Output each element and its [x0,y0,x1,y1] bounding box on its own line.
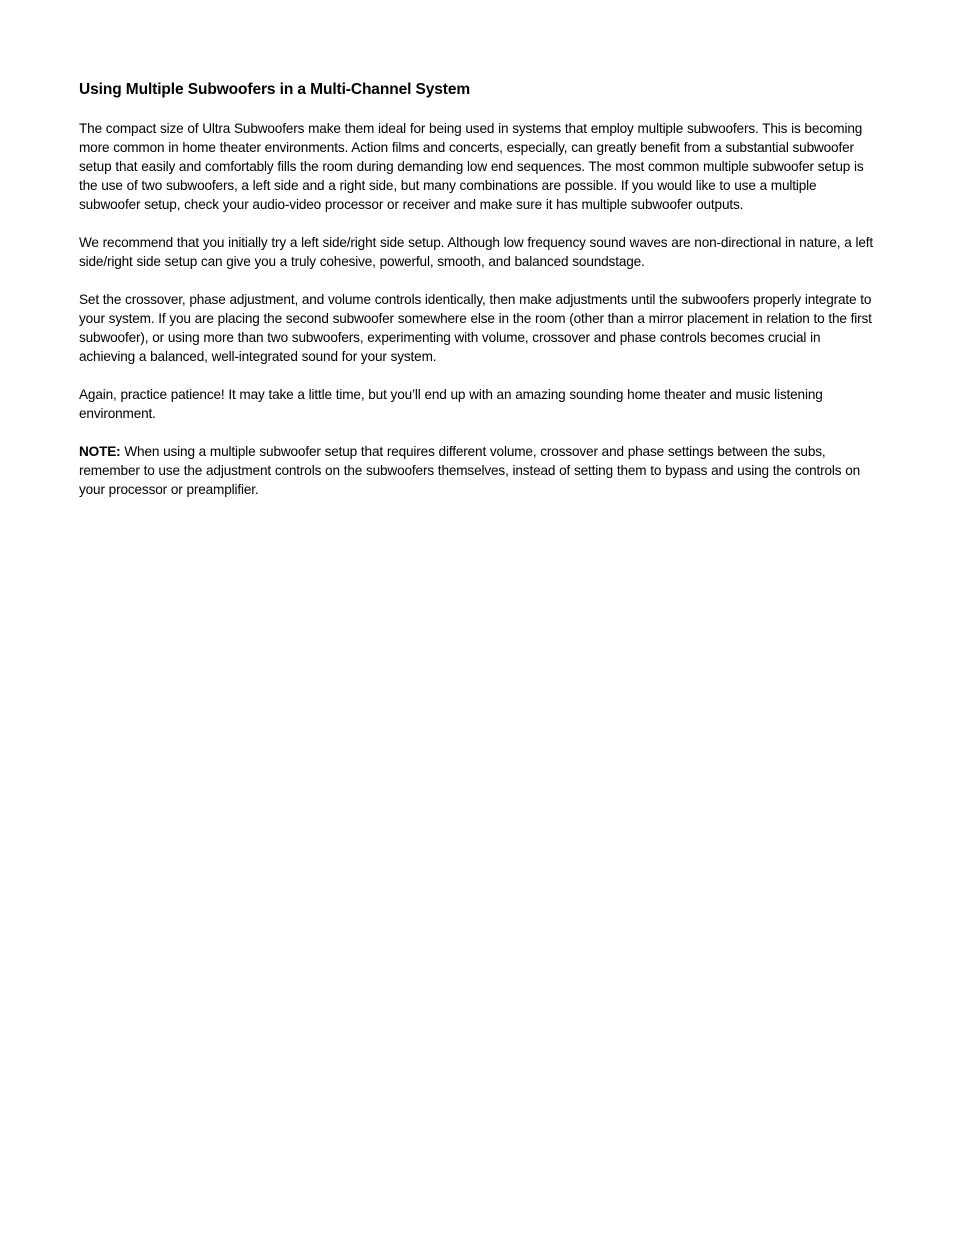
paragraph-intro: The compact size of Ultra Subwoofers make them ideal for being used in systems that employ multiple subwoofers. This is becoming more common in home theater environments. Action films and concerts, especially, can greatly benefit from a substantial subwoofer setup that easily and comfortably fills the room during demanding low end sequences. The most common multiple subwoofer setup is the use of two subwoofers, a left side and a right side, but many combinations are possible. If you would like to use a multiple subwoofer setup, check your audio-video processor or receiver and make sure it has multiple subwoofer outputs. [79,121,864,212]
note-label: NOTE: [79,444,121,459]
note-paragraph [79,442,879,499]
document-body [79,79,879,518]
paragraph-patience: Again, practice patience! It may take a little time, but you’ll end up with an amazing sounding home theater and music listening environment. [79,387,823,421]
page-title: Using Multiple Subwoofers in a Multi-Channel System [79,81,471,98]
paragraph-recommendation: We recommend that you initially try a left side/right side setup. Although low frequency sound waves are non-directional in nature, a left side/right side setup can give you a truly cohesive, powerful, smooth, and balanced soundstage. [79,235,874,269]
paragraph-adjustments: Set the crossover, phase adjustment, and volume controls identically, then make adjustments until the subwoofers properly integrate to your system. If you are placing the second subwoofer somewhere else in the room (other than a mirror placement in relation to the first subwoofer), or using more than two subwoofers, experimenting with volume, crossover and phase controls becomes crucial in achieving a balanced, well-integrated sound for your system. [79,292,872,364]
note-text: When using a multiple subwoofer setup that requires different volume, crossover and phase settings between the subs, remember to use the adjustment controls on the subwoofers themselves, instead of setting them to bypass and using the controls on your processor or preamplifier. [79,444,861,497]
